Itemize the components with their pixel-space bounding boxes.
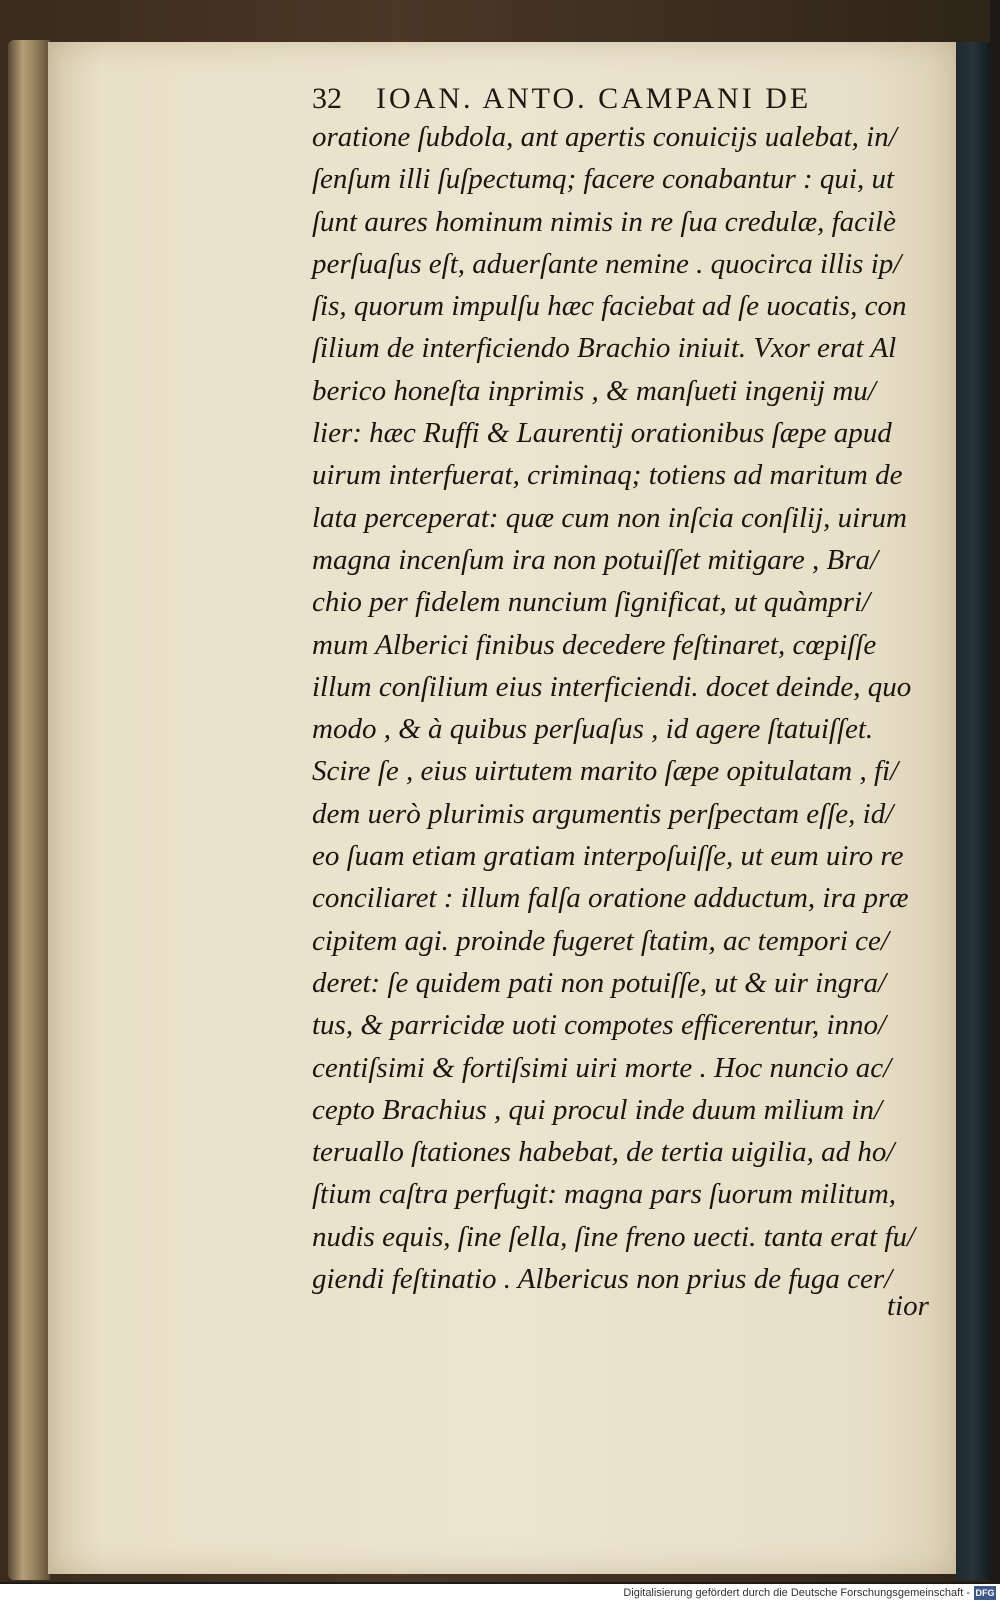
page-edge bbox=[956, 42, 990, 1580]
text-line: Scire ſe , eius uirtutem marito ſæpe opitulatam , fi/ bbox=[312, 755, 899, 788]
text-line: ſis, quorum impulſu hæc faciebat ad ſe uocatis, con bbox=[312, 290, 907, 323]
text-line: dem uerò plurimis argumentis perſpectam eſſe, id/ bbox=[312, 797, 894, 830]
text-line: modo , & à quibus perſuaſus , id agere ſtatuiſſet. bbox=[312, 713, 874, 746]
running-title: IOAN. ANTO. CAMPANI DE bbox=[376, 82, 812, 115]
text-line: tus, & parricidæ uoti compotes efficerentur, inno/ bbox=[312, 1009, 887, 1042]
text-line: teruallo ſtationes habebat, de tertia uigilia, ad ho/ bbox=[312, 1136, 895, 1169]
footer-credit: Digitalisierung gefördert durch die Deutsche Forschungsgemeinschaft - bbox=[623, 1587, 970, 1599]
text-line: cepto Brachius , qui procul inde duum milium in/ bbox=[312, 1093, 883, 1126]
text-line: lier: hæc Ruffi & Laurentij orationibus ſæpe apud bbox=[312, 417, 892, 450]
text-line: centiſsimi & fortiſsimi uiri morte . Hoc nuncio ac/ bbox=[312, 1051, 892, 1084]
text-line: lata perceperat: quæ cum non inſcia conſilij, uirum bbox=[312, 501, 907, 534]
page-number: 32 bbox=[312, 82, 342, 115]
text-line: eo ſuam etiam gratiam interpoſuiſſe, ut eum uiro re bbox=[312, 840, 904, 873]
text-line: oratione ſubdola, ant apertis conuicijs ualebat, in/ bbox=[312, 121, 897, 153]
dfg-logo: DFG bbox=[975, 1588, 995, 1598]
book-spine-edge bbox=[8, 40, 50, 1580]
body-text bbox=[312, 116, 952, 1300]
text-line: ſenſum illi ſuſpectumq; facere conabantur : qui, ut bbox=[312, 163, 895, 196]
text-line: cipitem agi. proinde fugeret ſtatim, ac tempori ce/ bbox=[312, 924, 889, 957]
text-line: illum conſilium eius interficiendi. docet deinde, quo bbox=[312, 670, 912, 703]
catchword: tior bbox=[887, 1290, 929, 1322]
text-line: magna incenſum ira non potuiſſet mitigare , Bra/ bbox=[312, 543, 878, 576]
text-line: deret: ſe quidem pati non potuiſſe, ut & uir ingra/ bbox=[312, 966, 887, 999]
text-line: perſuaſus eſt, aduerſante nemine . quocirca illis ip/ bbox=[312, 247, 902, 280]
text-line: chio per fidelem nuncium ſignificat, ut quàmpri/ bbox=[312, 586, 871, 619]
text-line: ſunt aures hominum nimis in re ſua credulæ, facilè bbox=[312, 205, 896, 238]
text-line: ſilium de interficiendo Brachio iniuit. Vxor erat Al bbox=[312, 332, 897, 365]
text-line: berico honeſta inprimis , & manſueti ingenij mu/ bbox=[312, 374, 876, 407]
text-line: giendi feſtinatio . Albericus non prius de fuga cer/ bbox=[312, 1263, 893, 1296]
text-line: mum Alberici finibus decedere feſtinaret, cœpiſſe bbox=[312, 628, 877, 661]
text-line: uirum interfuerat, criminaq; totiens ad maritum de bbox=[312, 459, 903, 492]
text-line: conciliaret : illum falſa oratione adductum, ira præ bbox=[312, 882, 909, 915]
running-header bbox=[312, 82, 932, 116]
text-line: nudis equis, ſine ſella, ſine freno uecti. tanta erat fu/ bbox=[312, 1220, 916, 1253]
text-line: ſtium caſtra perfugit: magna pars ſuorum militum, bbox=[312, 1178, 897, 1211]
